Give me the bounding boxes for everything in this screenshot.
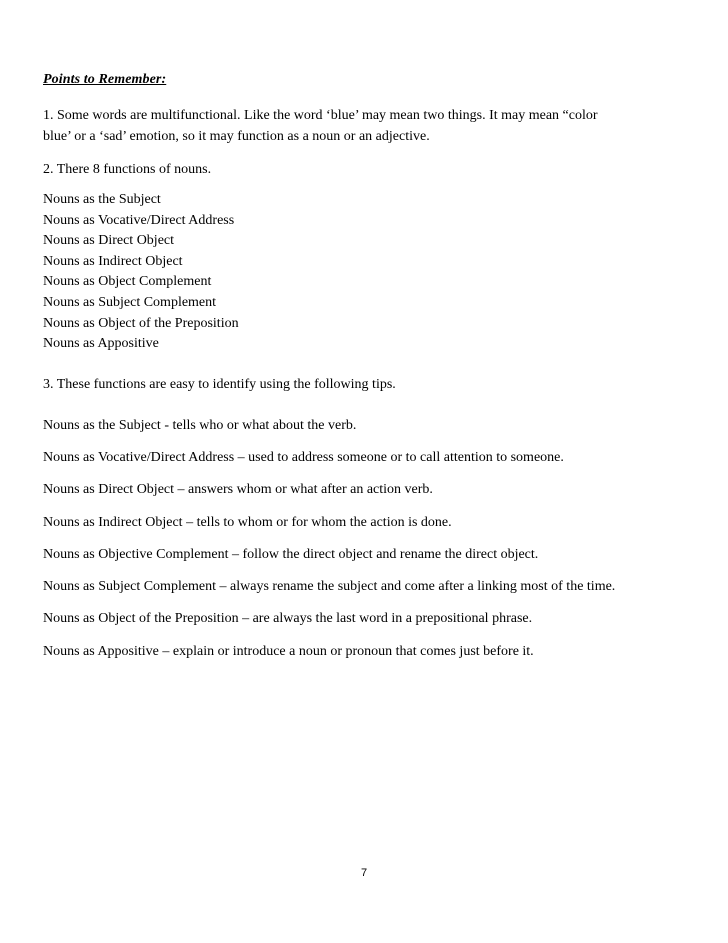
point-2-paragraph: 2. There 8 functions of nouns. [43, 162, 212, 177]
list-item: Nouns as Indirect Object [43, 253, 183, 269]
point-1-line-2: blue’ or a ‘sad’ emotion, so it may function as a noun or an adjective. [43, 129, 430, 144]
document-page [43, 0, 685, 943]
tip-item: Nouns as Appositive – explain or introduce a noun or pronoun that comes just before it. [43, 644, 534, 659]
section-heading: Points to Remember: [43, 72, 167, 87]
tip-item: Nouns as Direct Object – answers whom or what after an action verb. [43, 482, 433, 497]
list-item: Nouns as Direct Object [43, 233, 175, 249]
list-item: Nouns as Subject Complement [43, 294, 217, 310]
point-1-line-1: 1. Some words are multifunctional. Like the word ‘blue’ may mean two things. It may mean “color [43, 108, 598, 123]
list-item: Nouns as Object Complement [43, 274, 212, 290]
point-1-paragraph [43, 105, 685, 147]
list-item: Nouns as Vocative/Direct Address [43, 212, 235, 228]
page-number: 7 [360, 867, 368, 879]
tip-item: Nouns as Indirect Object – tells to whom or for whom the action is done. [43, 515, 452, 530]
list-item: Nouns as the Subject [43, 192, 161, 207]
tip-item: Nouns as Objective Complement – follow the direct object and rename the direct object. [43, 547, 539, 562]
tip-item: Nouns as Vocative/Direct Address – used to address someone or to call attention to someone. [43, 450, 564, 465]
tip-item: Nouns as Subject Complement – always rename the subject and come after a linking most of the time. [43, 579, 616, 594]
noun-functions-list [43, 190, 239, 355]
list-item: Nouns as Object of the Preposition [43, 315, 239, 331]
point-3-paragraph: 3. These functions are easy to identify using the following tips. [43, 377, 396, 392]
list-item: Nouns as Appositive [43, 336, 159, 352]
tip-item: Nouns as the Subject - tells who or what about the verb. [43, 418, 357, 433]
tip-item: Nouns as Object of the Preposition – are always the last word in a prepositional phrase. [43, 611, 533, 626]
